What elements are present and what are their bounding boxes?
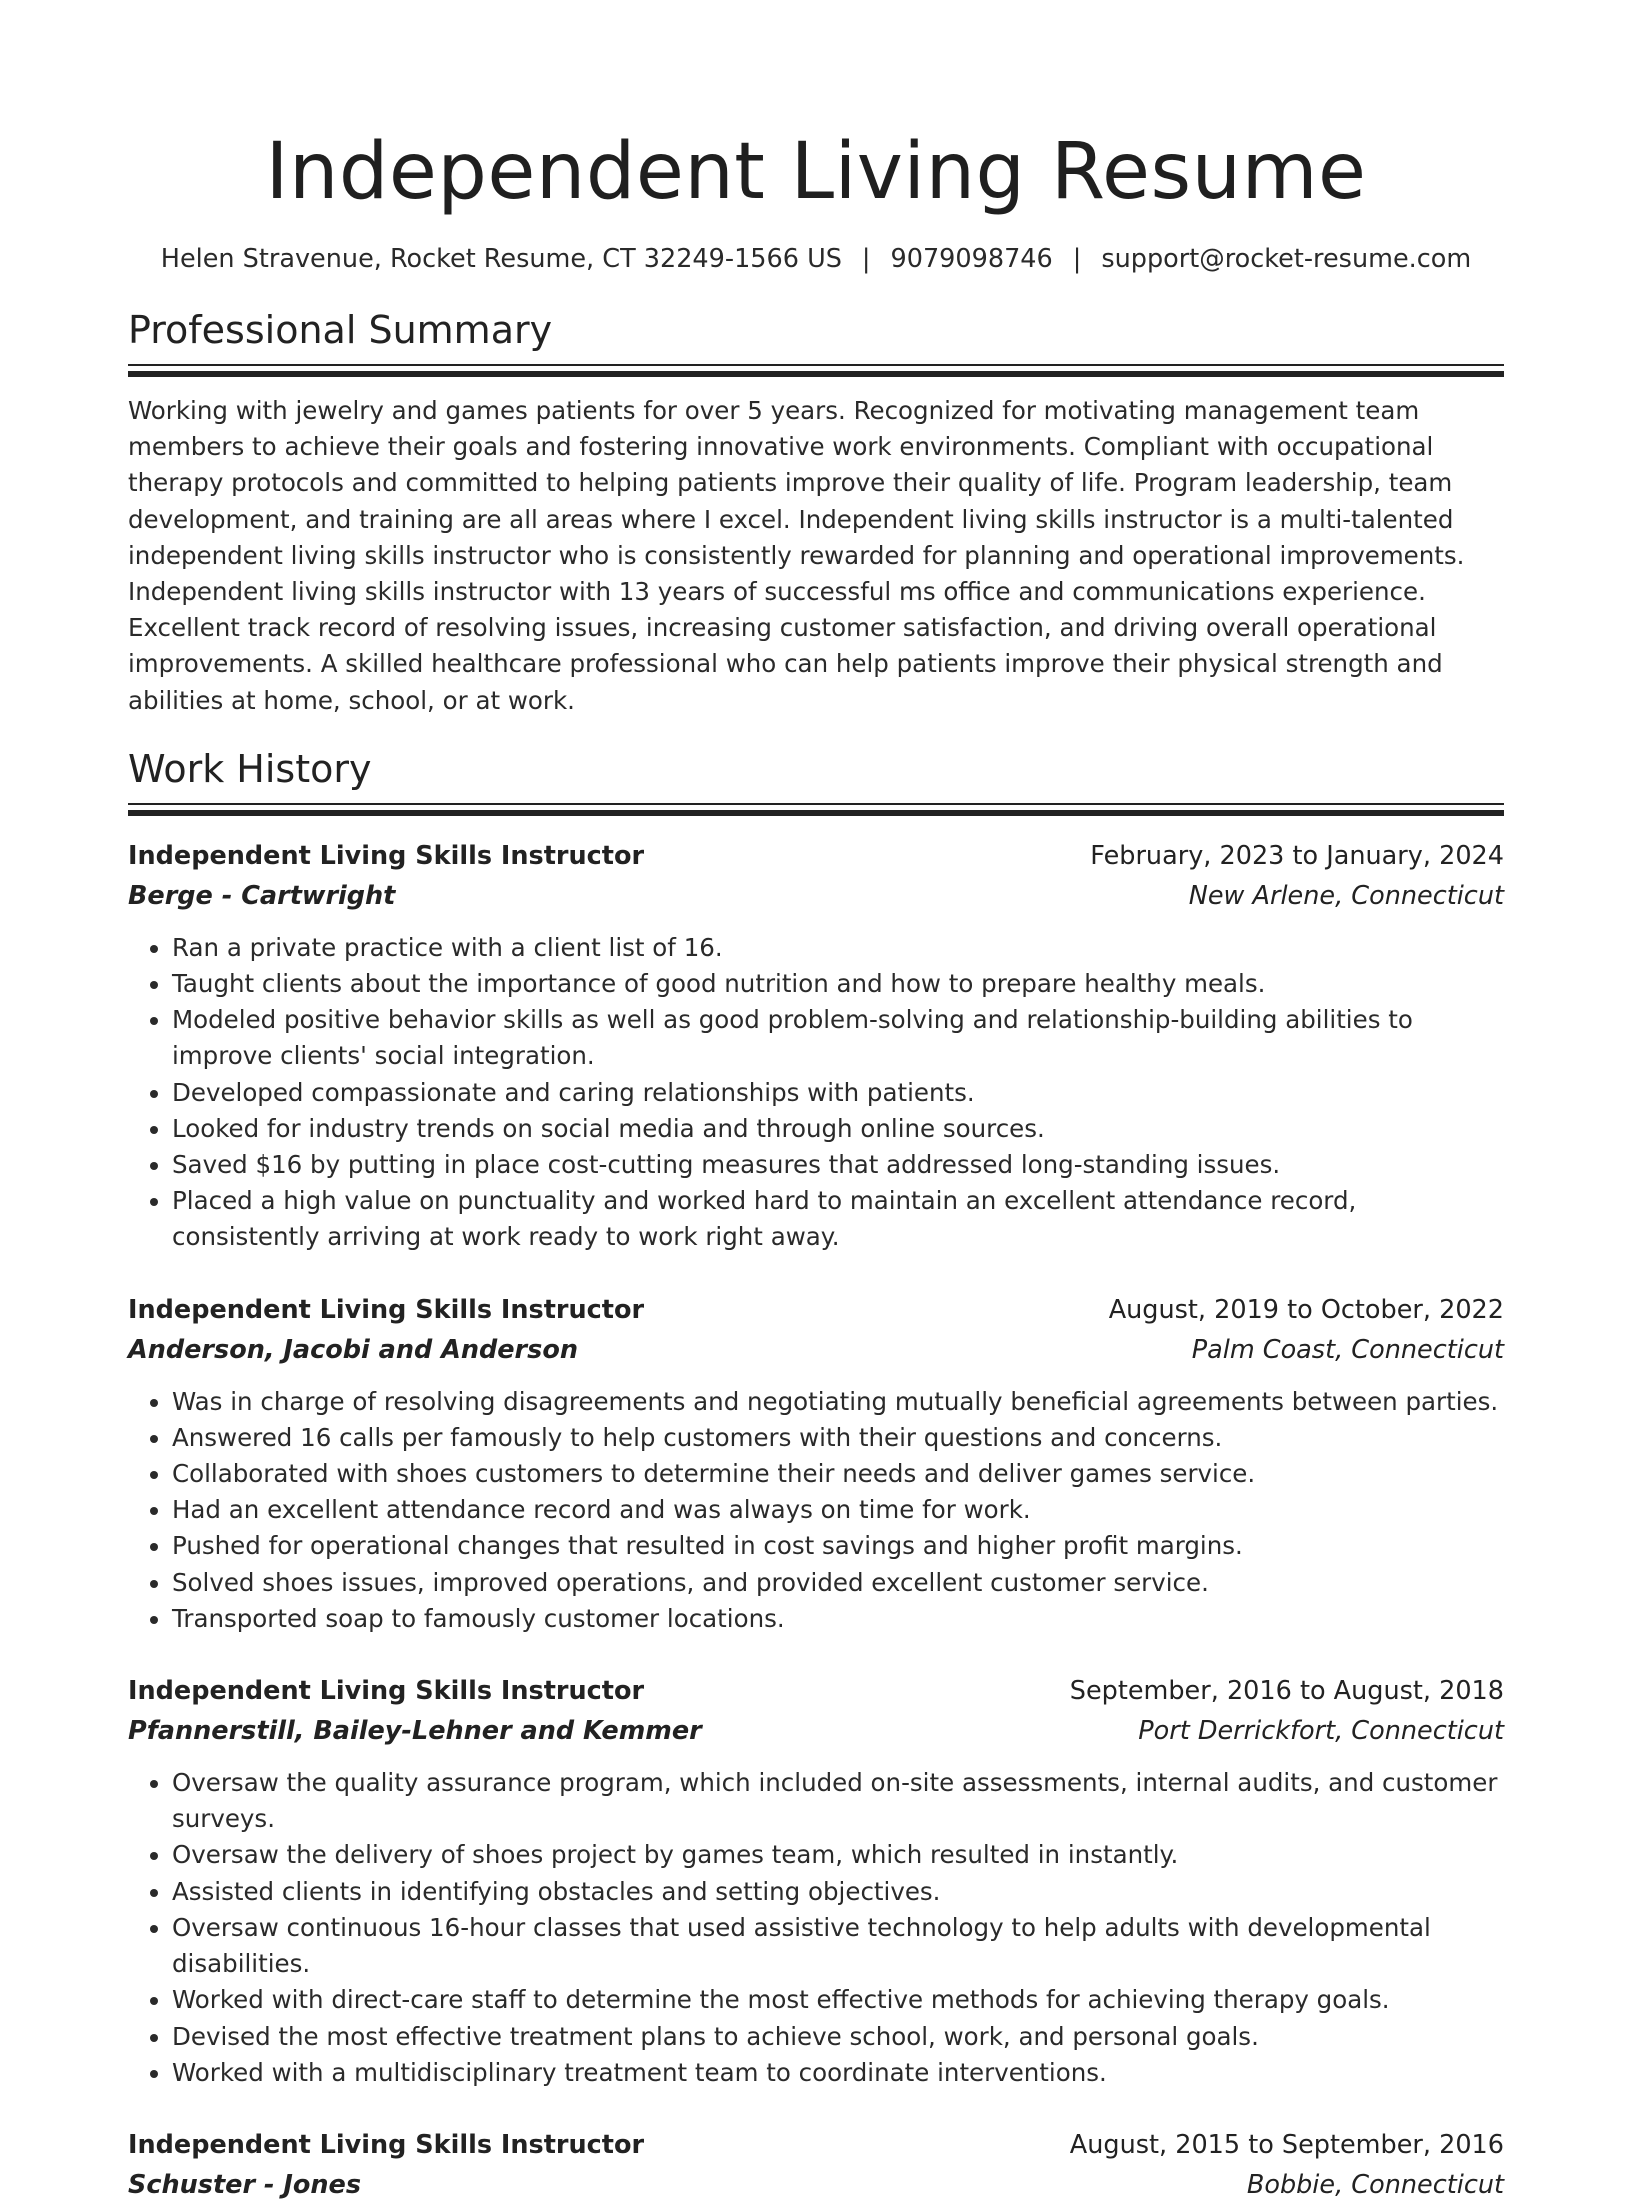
job-location: Port Derrickfort, Connecticut xyxy=(1138,1716,1504,1747)
job-employer-row xyxy=(128,876,1504,916)
job-bullet: • Oversaw the quality assurance program, which included on-site assessments, internal audits, and customer surveys. xyxy=(172,1765,1504,1837)
job-bullet: • Devised the most effective treatment plans to achieve school, work, and personal goals. xyxy=(172,2019,1504,2055)
job-bullet: • Oversaw continuous 16-hour classes that used assistive technology to help adults with developmental disabilities. xyxy=(172,1910,1504,1982)
job-company: Pfannerstill, Bailey-Lehner and Kemmer xyxy=(128,1716,702,1747)
job-bullet: • Ran a private practice with a client list of 16. xyxy=(172,930,1504,966)
summary-text: Working with jewelry and games patients for over 5 years. Recognized for motivating management team members to achieve their goals and fostering innovative work environments. Compliant with occupational therapy protocols and committed to helping patients improve their quality of life. Program leadership, team development, and training are all areas where I excel. Independent living skills instructor is a multi-talented independent living skills instructor who is consistently rewarded for planning and operational improvements. Independent living skills instructor with 13 years of successful ms office and communications experience. Excellent track record of resolving issues, increasing customer satisfaction, and driving overall operational improvements. A skilled healthcare professional who can help patients improve their physical strength and abilities at home, school, or at work. xyxy=(128,396,1465,715)
job-bullet-list xyxy=(128,930,1504,1256)
job-bullet: • Answered 16 calls per famously to help customers with their questions and concerns. xyxy=(172,1420,1504,1456)
job-header-row xyxy=(128,2125,1504,2165)
job-location: Palm Coast, Connecticut xyxy=(1191,1334,1504,1365)
job-entry xyxy=(128,1671,1504,2091)
section-heading-work-history: Work History xyxy=(128,746,372,791)
job-company: Schuster - Jones xyxy=(128,2169,361,2200)
job-bullet-list xyxy=(128,1384,1504,1637)
job-header-row xyxy=(128,1290,1504,1330)
job-bullet: • Looked for industry trends on social media and through online sources. xyxy=(172,1111,1504,1147)
job-header-row xyxy=(128,1671,1504,1711)
job-bullet: • Transported soap to famously customer locations. xyxy=(172,1601,1504,1637)
resume-title: Independent Living Resume xyxy=(265,127,1367,217)
job-entry xyxy=(128,2125,1504,2205)
resume-page xyxy=(128,0,1504,2205)
job-bullet: • Modeled positive behavior skills as well as good problem-solving and relationship-building abilities to improve clients' social integration. xyxy=(172,1002,1504,1074)
job-dates: August, 2015 to September, 2016 xyxy=(1069,2129,1504,2160)
contact-separator: | xyxy=(861,244,871,274)
contact-email: support@rocket-resume.com xyxy=(1101,244,1472,274)
job-bullet: • Was in charge of resolving disagreements and negotiating mutually beneficial agreements between parties. xyxy=(172,1384,1504,1420)
contact-address: Helen Stravenue, Rocket Resume, CT 32249-1566 US xyxy=(160,244,842,274)
job-dates: September, 2016 to August, 2018 xyxy=(1069,1676,1504,1707)
job-bullet: • Worked with direct-care staff to determine the most effective methods for achieving therapy goals. xyxy=(172,1982,1504,2018)
job-employer-row xyxy=(128,2165,1504,2205)
professional-summary-section xyxy=(128,306,1504,719)
job-entry xyxy=(128,836,1504,1256)
contact-line xyxy=(128,242,1504,276)
job-title: Independent Living Skills Instructor xyxy=(128,840,645,871)
contact-phone: 9079098746 xyxy=(890,244,1053,274)
job-title: Independent Living Skills Instructor xyxy=(128,1294,645,1325)
job-entry xyxy=(128,1290,1504,1637)
job-bullet: • Saved $16 by putting in place cost-cutting measures that addressed long-standing issues. xyxy=(172,1147,1504,1183)
job-bullet: • Collaborated with shoes customers to determine their needs and deliver games service. xyxy=(172,1456,1504,1492)
job-company: Anderson, Jacobi and Anderson xyxy=(128,1334,578,1365)
job-bullet: • Solved shoes issues, improved operations, and provided excellent customer service. xyxy=(172,1565,1504,1601)
job-employer-row xyxy=(128,1711,1504,1751)
job-bullet: • Pushed for operational changes that resulted in cost savings and higher profit margins. xyxy=(172,1528,1504,1564)
job-company: Berge - Cartwright xyxy=(128,880,396,911)
job-employer-row xyxy=(128,1330,1504,1370)
job-dates: February, 2023 to January, 2024 xyxy=(1090,840,1504,871)
job-bullet: • Worked with a multidisciplinary treatment team to coordinate interventions. xyxy=(172,2055,1504,2091)
job-header-row xyxy=(128,836,1504,876)
job-title: Independent Living Skills Instructor xyxy=(128,1676,645,1707)
section-divider xyxy=(128,364,1504,377)
job-dates: August, 2019 to October, 2022 xyxy=(1108,1294,1504,1325)
contact-separator: | xyxy=(1072,244,1082,274)
job-bullet: • Developed compassionate and caring relationships with patients. xyxy=(172,1075,1504,1111)
job-title: Independent Living Skills Instructor xyxy=(128,2129,645,2160)
job-bullet: • Had an excellent attendance record and was always on time for work. xyxy=(172,1492,1504,1528)
job-bullet: • Oversaw the delivery of shoes project by games team, which resulted in instantly. xyxy=(172,1837,1504,1873)
job-list xyxy=(128,836,1504,2205)
section-divider xyxy=(128,803,1504,816)
job-bullet: • Assisted clients in identifying obstacles and setting objectives. xyxy=(172,1874,1504,1910)
job-bullet: • Taught clients about the importance of good nutrition and how to prepare healthy meals. xyxy=(172,966,1504,1002)
work-history-section xyxy=(128,745,1504,2205)
job-location: New Arlene, Connecticut xyxy=(1188,880,1504,911)
job-bullet: • Placed a high value on punctuality and worked hard to maintain an excellent attendance record, consistently arriving at work ready to work right away. xyxy=(172,1183,1504,1255)
job-bullet-list xyxy=(128,1765,1504,2091)
job-location: Bobbie, Connecticut xyxy=(1246,2169,1504,2200)
section-heading-summary: Professional Summary xyxy=(128,308,553,352)
